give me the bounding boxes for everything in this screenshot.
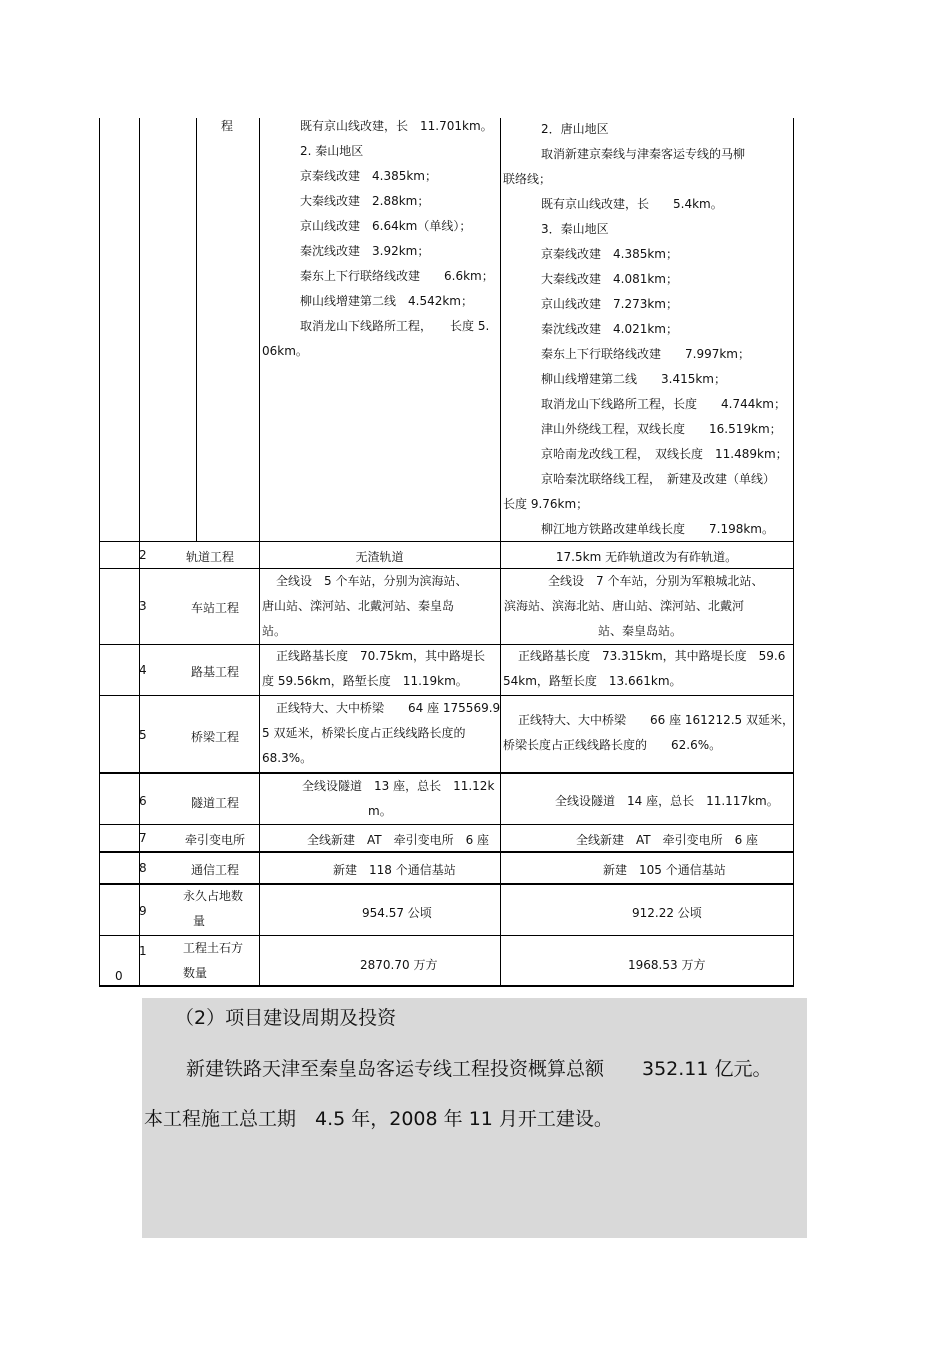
row-number: 0 bbox=[115, 969, 123, 983]
paragraph: 本工程施工总工期 4.5 年，2008 年 11 月开工建设。 bbox=[144, 1108, 613, 1130]
text-line: 站。 bbox=[262, 624, 287, 638]
text-line: 68.3%。 bbox=[262, 751, 313, 765]
col-a-value: 954.57 公顷 bbox=[362, 906, 432, 920]
text-line: 取消龙山下线路所工程，长度 4.744km； bbox=[541, 397, 786, 411]
section-label: 程 bbox=[221, 119, 234, 133]
row-number: 9 bbox=[139, 904, 147, 918]
text-line: 滨海站、滨海北站、唐山站、滦河站、北戴河 bbox=[504, 599, 745, 613]
table-border-left bbox=[99, 118, 100, 986]
section1-col-b bbox=[503, 117, 791, 542]
col-b-value: 新建 105 个通信基站 bbox=[603, 863, 726, 877]
col-b-value: 17.5km 无砟轨道改为有砟轨道。 bbox=[555, 550, 738, 564]
row-number: 4 bbox=[139, 663, 147, 677]
text-line: 正线特大、大中桥梁 66 座 161212.5 双延米， bbox=[518, 713, 794, 727]
text-line: 秦沈线改建 3.92km； bbox=[300, 244, 430, 258]
col-a-value: 全线新建 AT 牵引变电所 6 座 bbox=[307, 833, 490, 847]
col-a-value: 2870.70 万方 bbox=[360, 958, 438, 972]
row-number: 2 bbox=[139, 548, 147, 562]
text-line: 柳山线增建第二线 3.415km； bbox=[541, 372, 726, 386]
text-line: 唐山站、滦河站、北戴河站、秦皇岛 bbox=[262, 599, 455, 613]
text-line: 54km，路堑长度 13.661km。 bbox=[503, 674, 682, 688]
row-title: 路基工程 bbox=[190, 665, 239, 679]
text-line: 既有京山线改建，长 5.4km。 bbox=[541, 197, 723, 211]
text-line: 取消龙山下线路所工程， 长度 5. bbox=[300, 319, 490, 333]
text-line: 京山线改建 7.273km； bbox=[541, 297, 678, 311]
text-line: 长度 9.76km； bbox=[503, 497, 589, 511]
text-line: 2．唐山地区 bbox=[541, 122, 609, 136]
text-line: 柳山线增建第二线 4.542km； bbox=[300, 294, 473, 308]
text-line: 秦东上下行联络线改建 6.6km； bbox=[300, 269, 494, 283]
text-line: 秦沈线改建 4.021km； bbox=[541, 322, 678, 336]
text-line: 正线路基长度 70.75km，其中路堤长 bbox=[276, 649, 485, 663]
row-title: 隧道工程 bbox=[190, 796, 239, 810]
text-line: 2. 秦山地区 bbox=[300, 144, 364, 158]
text-line: 京秦线改建 4.385km； bbox=[300, 169, 437, 183]
text-line: 全线设 7 个车站，分别为军粮城北站、 bbox=[548, 574, 764, 588]
text-line: 京哈秦沈联络线工程， 新建及改建（单线） bbox=[541, 472, 776, 486]
row-number: 6 bbox=[139, 794, 147, 808]
text-line: 5 双延米，桥梁长度占正线线路长度的 bbox=[262, 726, 466, 740]
row-title: 数量 bbox=[183, 966, 208, 980]
row-line bbox=[99, 824, 794, 825]
row-title: 轨道工程 bbox=[185, 550, 234, 564]
row-title: 量 bbox=[193, 914, 206, 928]
text-line: 正线特大、大中桥梁 64 座 175569.9 bbox=[276, 701, 501, 715]
text-line: 京山线改建 6.64km（单线）； bbox=[300, 219, 472, 233]
row-title: 通信工程 bbox=[190, 863, 239, 877]
row-number: 7 bbox=[139, 831, 147, 845]
row-title: 永久占地数 bbox=[183, 889, 244, 903]
text-line: 大秦线改建 4.081km； bbox=[541, 272, 678, 286]
table-line-inner bbox=[196, 118, 197, 541]
row-title: 车站工程 bbox=[190, 601, 239, 615]
text-line: m。 bbox=[368, 804, 392, 818]
text-line: 京秦线改建 4.385km； bbox=[541, 247, 678, 261]
text-line: 既有京山线改建，长 11.701km。 bbox=[300, 119, 493, 133]
section-heading: （2）项目建设周期及投资 bbox=[175, 1007, 397, 1029]
col-b-value: 全线新建 AT 牵引变电所 6 座 bbox=[576, 833, 759, 847]
row-number: 8 bbox=[139, 861, 147, 875]
col-b-value: 912.22 公顷 bbox=[632, 906, 702, 920]
text-line: 大秦线改建 2.88km； bbox=[300, 194, 430, 208]
text-line: 全线设隧道 13 座，总长 11.12k bbox=[302, 779, 495, 793]
col-b-value: 全线设隧道 14 座，总长 11.117km。 bbox=[555, 794, 779, 808]
row-title: 牵引变电所 bbox=[184, 833, 245, 847]
col-b-value: 1968.53 万方 bbox=[628, 958, 706, 972]
row-title: 桥梁工程 bbox=[190, 730, 239, 744]
text-line: 度 59.56km，路堑长度 11.19km。 bbox=[262, 674, 468, 688]
text-line: 桥梁长度占正线线路长度的 62.6%。 bbox=[503, 738, 722, 752]
text-line: 3．秦山地区 bbox=[541, 222, 609, 236]
text-line: 秦东上下行联络线改建 7.997km； bbox=[541, 347, 750, 361]
col-a-value: 无渣轨道 bbox=[355, 550, 404, 564]
paragraph: 新建铁路天津至秦皇岛客运专线工程投资概算总额 352.11 亿元。 bbox=[186, 1058, 772, 1080]
text-line: 京哈南龙改线工程， 双线长度 11.489km； bbox=[541, 447, 788, 461]
row-title: 工程土石方 bbox=[183, 941, 244, 955]
col-a-value: 新建 118 个通信基站 bbox=[333, 863, 456, 877]
table-border-right bbox=[793, 118, 794, 986]
section1-col-a bbox=[262, 114, 498, 364]
text-line: 06km。 bbox=[262, 344, 308, 358]
text-line: 津山外绕线工程，双线长度 16.519km； bbox=[541, 422, 782, 436]
text-line: 柳江地方铁路改建单线长度 7.198km。 bbox=[541, 522, 774, 536]
text-line: 取消新建京秦线与津秦客运专线的马柳 bbox=[541, 147, 746, 161]
row-number: 1 bbox=[139, 944, 147, 958]
text-line: 联络线； bbox=[503, 172, 552, 186]
text-line: 全线设 5 个车站，分别为滨海站、 bbox=[276, 574, 468, 588]
text-line: 正线路基长度 73.315km，其中路堤长度 59.6 bbox=[518, 649, 786, 663]
text-line: 站、秦皇岛站。 bbox=[598, 624, 683, 638]
row-line bbox=[99, 851, 794, 853]
row-number: 3 bbox=[139, 599, 147, 613]
row-number: 5 bbox=[139, 728, 147, 742]
